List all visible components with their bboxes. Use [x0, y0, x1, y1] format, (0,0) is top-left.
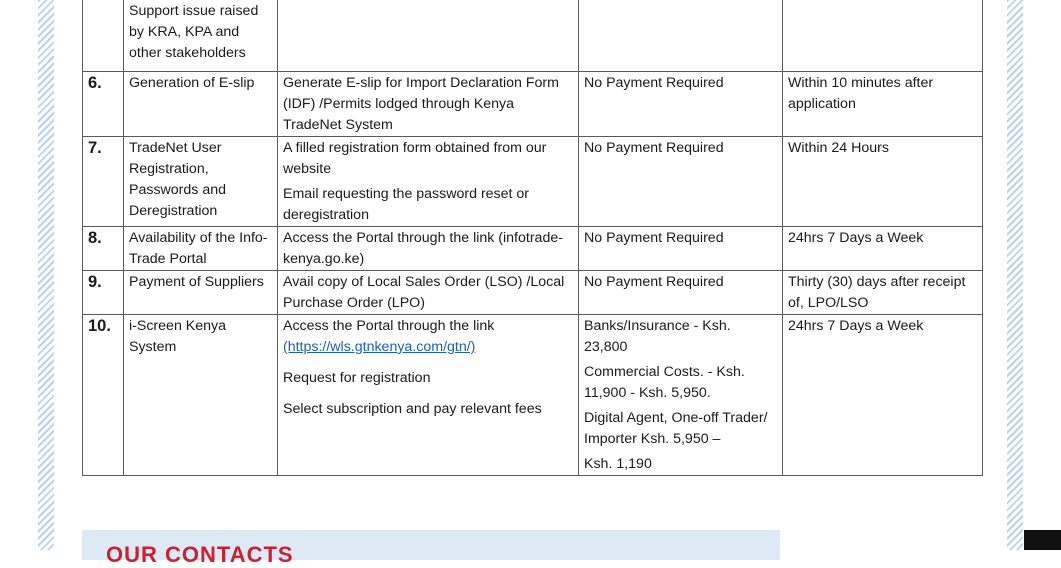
requirement-line: Email requesting the password reset or deregistration [283, 186, 530, 223]
decorative-stripe-left [38, 0, 54, 550]
timeline-cell: 24hrs 7 Days a Week [783, 315, 983, 476]
table-row [83, 271, 983, 315]
gtn-portal-link[interactable]: (https://wls.gtnkenya.com/gtn/) [283, 339, 476, 355]
charge-line: No Payment Required [584, 274, 724, 290]
charge-line: No Payment Required [584, 140, 724, 156]
requirement-line: Select subscription and pay relevant fees [283, 401, 542, 417]
row-number: 6. [83, 72, 124, 137]
charges-cell [579, 0, 783, 72]
row-number: 10. [83, 315, 124, 476]
charges-cell [579, 271, 783, 315]
requirements-cell [278, 0, 579, 72]
service-cell: Support issue raised by KRA, KPA and other stakeholders [124, 0, 278, 72]
charge-line: Commercial Costs. - Ksh. 11,900 - Ksh. 5,950. [584, 364, 745, 401]
table-row [83, 137, 983, 227]
table-row [83, 0, 983, 72]
requirements-cell [278, 227, 579, 271]
timeline-cell: 24hrs 7 Days a Week [783, 227, 983, 271]
charge-line: Digital Agent, One-off Trader/ Importer Ksh. 5,950 – [584, 410, 768, 447]
charges-cell [579, 227, 783, 271]
requirement-line: Request for registration [283, 370, 431, 386]
timeline-cell: Thirty (30) days after receipt of, LPO/LSO [783, 271, 983, 315]
requirement-line: Generate E-slip for Import Declaration Form (IDF) /Permits lodged through Kenya TradeNet System [283, 75, 559, 133]
service-cell: Generation of E-slip [124, 72, 278, 137]
timeline-cell: Within 10 minutes after application [783, 72, 983, 137]
charge-line: No Payment Required [584, 230, 724, 246]
charges-cell [579, 315, 783, 476]
requirement-line [283, 0, 573, 1]
requirements-cell [278, 137, 579, 227]
timeline-cell [783, 0, 983, 72]
contacts-panel [82, 530, 780, 567]
service-cell: TradeNet User Registration, Passwords and Deregistration [124, 137, 278, 227]
service-cell: i-Screen Kenya System [124, 315, 278, 476]
table-row [83, 315, 983, 476]
requirement-line [283, 316, 573, 358]
requirement-lead-text: Access the Portal through the link [283, 318, 495, 334]
requirement-line: Access the Portal through the link (infotrade-kenya.go.ke) [283, 230, 563, 267]
row-number: 7. [83, 137, 124, 227]
decorative-stripe-right [1007, 0, 1023, 550]
charge-line: No Payment Required [584, 75, 724, 91]
charges-cell [579, 137, 783, 227]
row-number: 8. [83, 227, 124, 271]
service-charter-table [82, 0, 983, 476]
requirements-cell [278, 271, 579, 315]
charge-line: Ksh. 1,190 [584, 456, 652, 472]
service-cell: Availability of the Info-Trade Portal [124, 227, 278, 271]
contacts-heading: OUR CONTACTS [106, 542, 294, 567]
table-row [83, 72, 983, 137]
requirements-cell [278, 72, 579, 137]
charge-line: Banks/Insurance - Ksh. 23,800 [584, 318, 731, 355]
row-number [83, 0, 124, 72]
service-cell: Payment of Suppliers [124, 271, 278, 315]
requirements-cell [278, 315, 579, 476]
requirement-line: Avail copy of Local Sales Order (LSO) /Local Purchase Order (LPO) [283, 274, 565, 311]
corner-block [1024, 530, 1061, 550]
charge-line [584, 0, 777, 1]
table-row [83, 227, 983, 271]
timeline-cell: Within 24 Hours [783, 137, 983, 227]
charges-cell [579, 72, 783, 137]
requirement-line: A filled registration form obtained from our website [283, 140, 547, 177]
row-number: 9. [83, 271, 124, 315]
